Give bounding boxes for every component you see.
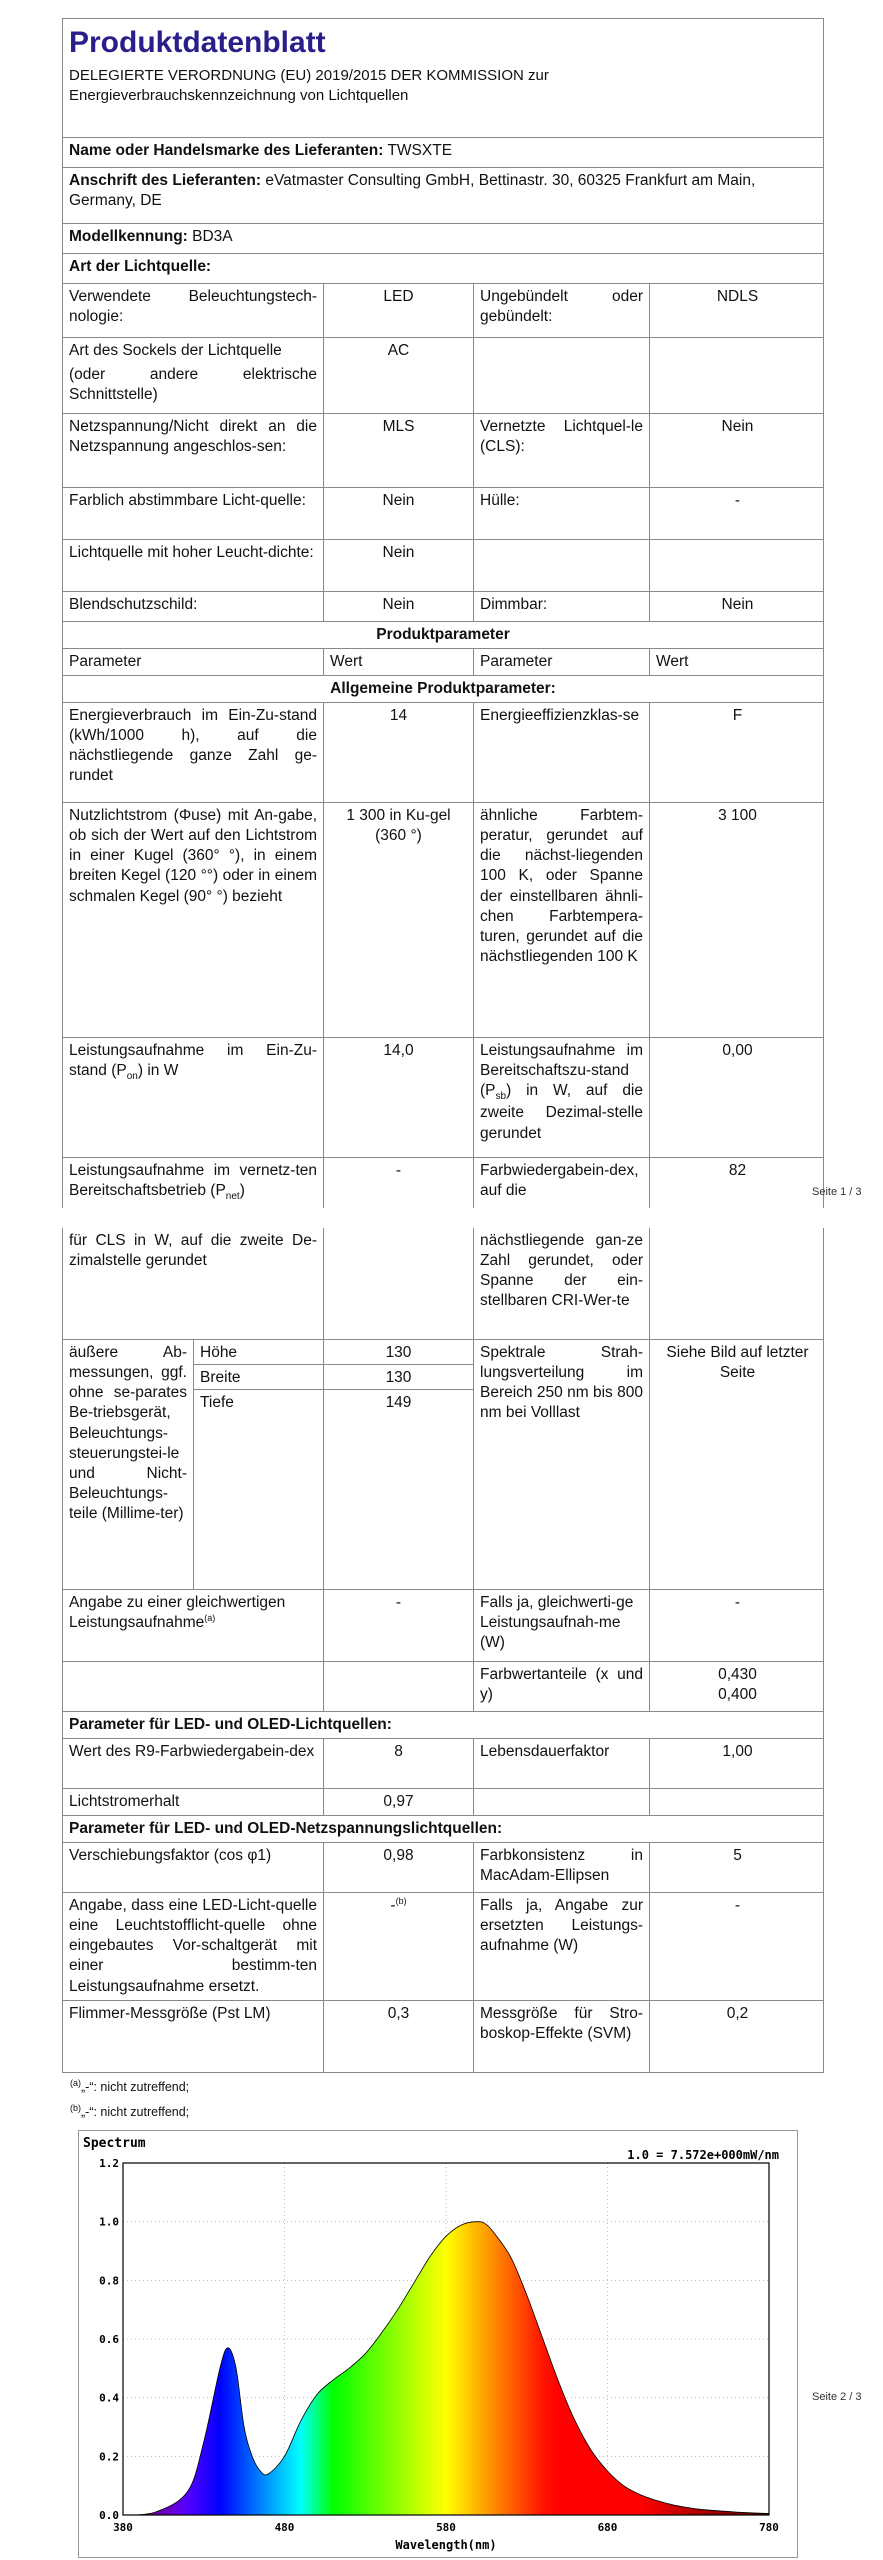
supplier-name-label: Name oder Handelsmarke des Lieferanten: xyxy=(69,142,384,159)
cri-value: 82 xyxy=(649,1158,825,1208)
antiglare-row xyxy=(62,592,824,622)
height-value: 130 xyxy=(324,1340,473,1365)
socket-label: Art des Sockels der Lichtquelle xyxy=(69,342,282,359)
dpf-value: 0,98 xyxy=(323,1843,473,1892)
x-tick-label: 780 xyxy=(759,2521,779,2534)
general-params-heading: Allgemeine Produktparameter: xyxy=(330,680,556,697)
tunable-label: Farblich abstimmbare Licht-quelle: xyxy=(69,492,306,509)
spectral-label: Spektrale Strah-lungsverteilung im Bereich 250 nm bis 800 nm bei Volllast xyxy=(473,1340,649,1589)
replacement-value: -$^{(b)}$ xyxy=(323,1893,473,2000)
y-tick-label: 0.4 xyxy=(99,2391,119,2405)
r9-row xyxy=(62,1739,824,1789)
psb-value: 0,00 xyxy=(649,1038,825,1157)
pon-value: 14,0 xyxy=(323,1038,473,1157)
dimensions-label: äußere Ab-messungen, ggf. ohne se-parates Be-triebsgerät, Beleuchtungs-steuerungstei-le und Nicht-Beleuchtungs-teile (Millime-ter) xyxy=(69,1344,187,1523)
footnote-b: $^{(b)}$„-“: nicht zutreffend; xyxy=(70,2103,190,2120)
pnet-label: Leistungsaufnahme im vernetz-ten Bereitschaftsbetrieb $(P_{net})$ xyxy=(69,1162,317,1203)
socket-value: AC xyxy=(323,338,473,413)
led-params-row xyxy=(62,1712,824,1739)
y-tick-label: 0.2 xyxy=(99,2450,119,2464)
envelope-label: Hülle: xyxy=(473,488,649,539)
flux-row xyxy=(62,803,824,1038)
document-title: Produktdatenblatt xyxy=(69,26,326,59)
high-luminance-value: Nein xyxy=(323,540,473,591)
cct-value: 3 100 xyxy=(649,803,825,1037)
supplier-name-row xyxy=(62,138,824,168)
x-tick-label: 680 xyxy=(597,2521,618,2534)
focus-value: NDLS xyxy=(649,284,825,337)
svm-label: Messgröße für Stro-boskop-Effekte (SVM) xyxy=(473,2001,649,2072)
chromaticity-y: 0,400 xyxy=(718,1686,757,1704)
param-header-2: Parameter xyxy=(473,649,649,675)
technology-label: Verwendete Beleuchtungstech-nologie: xyxy=(69,288,317,326)
chart-annotation: 1.0 = 7.572e+000mW/nm xyxy=(627,2148,779,2162)
replacement-label: Angabe, dass eine LED-Licht-quelle eine Leuchtstofflicht-quelle ohne eingebautes Vor-schaltgerät mit einer bestimm-ten Leistungsaufnahme ersetzt. xyxy=(69,1897,317,1995)
pnet-row xyxy=(62,1158,824,1208)
replacement-watt-label: Falls ja, Angabe zur ersetzten Leistungs-aufnahme (W) xyxy=(473,1893,649,2000)
dpf-row xyxy=(62,1843,824,1893)
r9-value: 8 xyxy=(323,1739,473,1788)
pnet-cont-row xyxy=(62,1228,824,1340)
cri-label: Farbwiedergabein-dex, auf die xyxy=(473,1158,649,1208)
value-header-1: Wert xyxy=(323,649,473,675)
equivalent-watt-value: - xyxy=(649,1590,825,1661)
address-value: eVatmaster Consulting GmbH, Bettinastr. 30, 60325 Frankfurt am Main, Germany, DE xyxy=(69,172,756,210)
product-params-row xyxy=(62,622,824,649)
dpf-label: Verschiebungsfaktor (cos φ1) xyxy=(69,1847,272,1864)
pon-row xyxy=(62,1038,824,1158)
dimmable-label: Dimmbar: xyxy=(473,592,649,621)
x-tick-label: 580 xyxy=(436,2521,456,2534)
y-tick-label: 1.2 xyxy=(99,2157,119,2170)
envelope-value: - xyxy=(649,488,825,539)
mains-led-params-row xyxy=(62,1816,824,1843)
regulation-text: DELEGIERTE VERORDNUNG (EU) 2019/2015 DER KOMMISSION zur Energieverbrauchskennzeichnung von Lichtquellen xyxy=(69,67,549,104)
chart-title: Spectrum xyxy=(83,2136,146,2151)
supplier-name-value: TWSXTE xyxy=(387,142,453,159)
focus-label: Ungebündelt oder gebündelt: xyxy=(473,284,649,337)
light-source-type-row xyxy=(62,254,824,284)
y-tick-label: 1.0 xyxy=(99,2215,119,2229)
model-row xyxy=(62,224,824,254)
maintenance-row xyxy=(62,1789,824,1816)
replacement-row xyxy=(62,1893,824,2001)
footnote-a: $^{(a)}$„-“: nicht zutreffend; xyxy=(70,2078,190,2095)
cri-cont-label: nächstliegende gan-ze Zahl gerundet, oder Spanne der ein-stellbaren CRI-Wer-te xyxy=(473,1228,649,1339)
page-number-2: Seite 2 / 3 xyxy=(812,2391,862,2403)
flicker-label: Flimmer-Messgröße (Pst LM) xyxy=(69,2005,271,2022)
flux-label: Nutzlichtstrom (Φuse) mit An-gabe, ob sich der Wert auf den Lichtstrom in einer Kugel (360° °), in einem breiten Kegel (120 °°) oder in einem schmalen Kegel (90° °) bezieht xyxy=(69,807,317,905)
survival-value: 1,00 xyxy=(649,1739,825,1788)
maintenance-label: Lichtstromerhalt xyxy=(69,1793,180,1810)
pon-label: Leistungsaufnahme im Ein-Zu-stand $(P_{on})$ in W xyxy=(69,1042,317,1083)
replacement-watt-value: - xyxy=(649,1893,825,2000)
color-consistency-label: Farbkonsistenz in MacAdam-Ellipsen xyxy=(473,1843,649,1892)
column-header-row xyxy=(62,649,824,676)
equivalent-power-row xyxy=(62,1590,824,1662)
equivalent-power-label: Angabe zu einer gleichwertigen Leistungsaufnahme$^{(a)}$ xyxy=(69,1594,286,1632)
antiglare-value: Nein xyxy=(323,592,473,621)
cct-label: ähnliche Farbtem-peratur, gerundet auf die nächst-liegenden 100 K, oder Spanne der einstellbaren ähnli-chen Farbtempera-turen, gerundet auf die nächstliegenden 100 K xyxy=(473,803,649,1037)
depth-label: Tiefe xyxy=(200,1394,234,1411)
dimmable-value: Nein xyxy=(649,592,825,621)
spectrum-svg xyxy=(79,2131,797,2557)
psb-label: Leistungsaufnahme im Bereitschaftszu-stand $(P_{sb})$ in W, auf die zweite Dezimal-stelle gerundet xyxy=(473,1038,649,1157)
address-label: Anschrift des Lieferanten: xyxy=(69,172,262,189)
model-label: Modellkennung: xyxy=(69,228,188,245)
general-params-row xyxy=(62,676,824,703)
energy-label: Energieverbrauch im Ein-Zu-stand (kWh/1000 h), auf die nächstliegende ganze Zahl ge-rundet xyxy=(69,707,317,785)
height-label: Höhe xyxy=(194,1340,323,1365)
high-luminance-row xyxy=(62,540,824,592)
flicker-row xyxy=(62,2001,824,2073)
survival-label: Lebensdauerfaktor xyxy=(473,1739,649,1788)
width-label: Breite xyxy=(194,1365,323,1390)
x-tick-label: 380 xyxy=(113,2521,133,2534)
flux-value: 1 300 in Ku-gel (360 °) xyxy=(323,803,473,1037)
ee-class-value: F xyxy=(649,703,825,802)
energy-value: 14 xyxy=(323,703,473,802)
address-row xyxy=(62,168,824,224)
r9-label: Wert des R9-Farbwiedergabein-dex xyxy=(69,1743,315,1760)
mains-label: Netzspannung/Nicht direkt an die Netzspannung angeschlos-sen: xyxy=(69,418,317,456)
light-source-type-label: Art der Lichtquelle: xyxy=(69,258,212,275)
y-tick-label: 0.0 xyxy=(99,2509,119,2522)
value-header-2: Wert xyxy=(649,649,825,675)
page-number-1: Seite 1 / 3 xyxy=(812,1186,862,1198)
maintenance-value: 0,97 xyxy=(323,1789,473,1815)
pnet-value: - xyxy=(323,1158,473,1208)
param-header-1: Parameter xyxy=(69,653,142,670)
spectral-value: Siehe Bild auf letzter Seite xyxy=(649,1340,825,1589)
color-consistency-value: 5 xyxy=(649,1843,825,1892)
mains-row xyxy=(62,414,824,488)
product-params-heading: Produktparameter xyxy=(376,626,510,643)
x-axis-label: Wavelength(nm) xyxy=(395,2538,497,2552)
chromaticity-row xyxy=(62,1662,824,1712)
tunable-value: Nein xyxy=(323,488,473,539)
energy-row xyxy=(62,703,824,803)
chromaticity-x: 0,430 xyxy=(718,1666,757,1683)
depth-value: 149 xyxy=(385,1394,412,1411)
dimensions-row xyxy=(62,1340,824,1590)
chromaticity-label: Farbwertanteile (x und y) xyxy=(473,1662,649,1711)
technology-value: LED xyxy=(323,284,473,337)
width-value: 130 xyxy=(324,1365,473,1390)
antiglare-label: Blendschutzschild: xyxy=(69,596,198,613)
equivalent-watt-label: Falls ja, gleichwerti-ge Leistungsaufnah-me (W) xyxy=(473,1590,649,1661)
flicker-value: 0,3 xyxy=(323,2001,473,2072)
ee-class-label: Energieeffizienzklas-se xyxy=(473,703,649,802)
spectrum-chart xyxy=(78,2130,798,2558)
high-luminance-label: Lichtquelle mit hoher Leucht-dichte: xyxy=(69,544,314,561)
model-value: BD3A xyxy=(192,228,233,245)
led-params-heading: Parameter für LED- und OLED-Lichtquellen: xyxy=(69,1716,392,1733)
technology-row xyxy=(62,284,824,338)
socket-label-detail: (oder andere elektrische Schnittstelle) xyxy=(69,366,317,404)
y-tick-label: 0.6 xyxy=(99,2333,119,2346)
cls-label: Vernetzte Lichtquel-le (CLS): xyxy=(473,414,649,487)
tunable-row xyxy=(62,488,824,540)
svm-value: 0,2 xyxy=(649,2001,825,2072)
header-block xyxy=(62,18,824,138)
y-tick-label: 0.8 xyxy=(99,2274,119,2288)
mains-value: MLS xyxy=(323,414,473,487)
pnet-cont-label: für CLS in W, auf die zweite De-zimalstelle gerundet xyxy=(69,1232,317,1270)
equivalent-power-value: - xyxy=(323,1590,473,1661)
mains-led-params-heading: Parameter für LED- und OLED-Netzspannungslichtquellen: xyxy=(69,1820,503,1837)
x-tick-label: 480 xyxy=(274,2521,295,2534)
socket-row xyxy=(62,338,824,414)
cls-value: Nein xyxy=(649,414,825,487)
